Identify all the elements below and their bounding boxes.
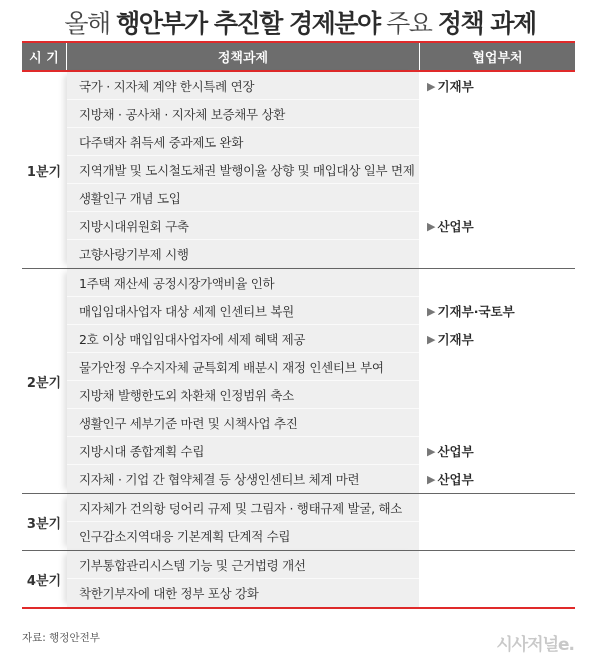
header-task: 정책과제 bbox=[66, 43, 420, 70]
table-row: 국가 · 지자체 계약 한시특례 연장 bbox=[67, 72, 419, 100]
source-note: 자료: 행정안전부 bbox=[22, 632, 100, 644]
dept-label: 기재부·국토부 bbox=[437, 304, 515, 319]
table-row: 기부통합관리시스템 기능 및 근거법령 개선 bbox=[67, 551, 419, 579]
table-bottom-rule bbox=[22, 607, 575, 609]
table-row: 다주택자 취득세 중과제도 완화 bbox=[67, 128, 419, 156]
dept-label: 산업부 bbox=[437, 472, 474, 487]
period-label: 3분기 bbox=[26, 516, 62, 532]
dept-cell bbox=[419, 184, 575, 212]
dept-cell bbox=[419, 551, 575, 579]
arrow-right-icon: ▶ bbox=[427, 332, 436, 346]
dept-list bbox=[419, 551, 575, 607]
quarter-group bbox=[22, 550, 575, 607]
dept-cell bbox=[419, 240, 575, 268]
dept-cell bbox=[419, 128, 575, 156]
task-list bbox=[67, 551, 419, 607]
task-list bbox=[67, 269, 419, 493]
page-title bbox=[0, 4, 600, 40]
dept-cell bbox=[419, 522, 575, 550]
title-part-2: 행안부가 추진할 경제분야 bbox=[116, 9, 380, 38]
table-body bbox=[22, 72, 575, 607]
dept-list bbox=[419, 269, 575, 493]
table-row: 매입임대사업자 대상 세제 인센티브 복원 bbox=[67, 297, 419, 325]
table-row: 지방시대위원회 구축 bbox=[67, 212, 419, 240]
dept-label: 산업부 bbox=[437, 219, 474, 234]
quarter-group bbox=[22, 268, 575, 493]
dept-cell bbox=[419, 156, 575, 184]
dept-cell bbox=[419, 465, 575, 493]
arrow-right-icon: ▶ bbox=[427, 304, 436, 318]
arrow-right-icon: ▶ bbox=[427, 79, 436, 93]
arrow-right-icon: ▶ bbox=[427, 472, 436, 486]
dept-cell bbox=[419, 100, 575, 128]
dept-cell bbox=[419, 325, 575, 353]
table-row: 지역개발 및 도시철도채권 발행이율 상향 및 매입대상 일부 면제 bbox=[67, 156, 419, 184]
title-part-3: 주요 bbox=[386, 9, 432, 38]
policy-table bbox=[22, 41, 575, 609]
dept-cell bbox=[419, 72, 575, 100]
table-row: 고향사랑기부제 시행 bbox=[79, 247, 189, 262]
header-dept: 협업부처 bbox=[472, 51, 523, 66]
dept-cell bbox=[419, 437, 575, 465]
dept-cell bbox=[419, 212, 575, 240]
header-period: 시 기 bbox=[29, 51, 59, 66]
arrow-right-icon: ▶ bbox=[427, 444, 436, 458]
period-label: 4분기 bbox=[26, 573, 62, 589]
dept-cell bbox=[419, 409, 575, 437]
dept-cell bbox=[419, 353, 575, 381]
title-part-4: 정책 과제 bbox=[437, 9, 536, 38]
table-row: 착한기부자에 대한 정부 포상 강화 bbox=[79, 586, 259, 601]
dept-cell bbox=[419, 579, 575, 607]
arrow-right-icon: ▶ bbox=[427, 219, 436, 233]
dept-list bbox=[419, 72, 575, 268]
dept-label: 기재부 bbox=[437, 79, 474, 94]
dept-label: 기재부 bbox=[437, 332, 474, 347]
dept-cell bbox=[419, 494, 575, 522]
dept-cell bbox=[419, 297, 575, 325]
dept-cell bbox=[419, 381, 575, 409]
period-label: 2분기 bbox=[26, 375, 62, 391]
table-row: 2호 이상 매입임대사업자에 세제 혜택 제공 bbox=[67, 325, 419, 353]
table-row: 인구감소지역대응 기본계획 단계적 수립 bbox=[79, 529, 291, 544]
table-row: 지방시대 종합계획 수립 bbox=[67, 437, 419, 465]
period-label: 1분기 bbox=[26, 164, 62, 180]
table-row: 지자체가 건의항 덩어리 규제 및 그림자 · 행태규제 발굴, 해소 bbox=[67, 494, 419, 522]
table-row: 물가안정 우수지자체 균특회계 배분시 재정 인센티브 부여 bbox=[67, 353, 419, 381]
task-list bbox=[67, 494, 419, 550]
quarter-group bbox=[22, 493, 575, 550]
table-row: 지방채 · 공사채 · 지자체 보증채무 상환 bbox=[67, 100, 419, 128]
quarter-group bbox=[22, 72, 575, 268]
table-header bbox=[22, 41, 575, 72]
task-list bbox=[67, 72, 419, 268]
dept-label: 산업부 bbox=[437, 444, 474, 459]
table-row: 1주택 재산세 공정시장가액비율 인하 bbox=[67, 269, 419, 297]
title-part-1: 올해 bbox=[64, 9, 110, 38]
dept-cell bbox=[419, 269, 575, 297]
table-row: 지자체 · 기업 간 협약체결 등 상생인센티브 체계 마련 bbox=[79, 472, 360, 487]
table-row: 생활인구 세부기준 마련 및 시책사업 추진 bbox=[67, 409, 419, 437]
publisher-logo: 시사저널e. bbox=[496, 635, 574, 655]
table-row: 지방채 발행한도외 차환채 인정범위 축소 bbox=[67, 381, 419, 409]
table-row: 생활인구 개념 도입 bbox=[67, 184, 419, 212]
dept-list bbox=[419, 494, 575, 550]
